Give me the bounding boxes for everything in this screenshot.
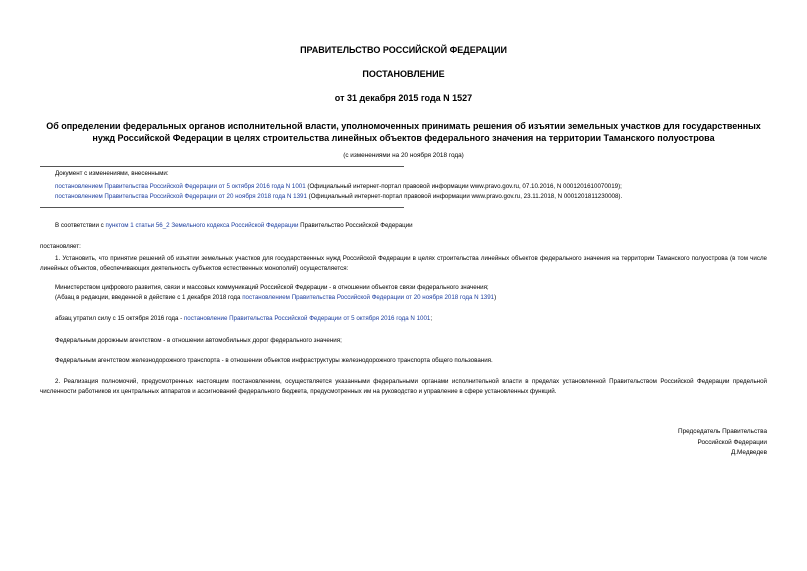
amendment-item	[55, 182, 622, 192]
preamble-prefix: В соответствии с	[55, 222, 106, 229]
preamble	[55, 221, 413, 231]
voided-prefix: абзац утратил силу с 15 октября 2016 года -	[55, 315, 184, 322]
amendment-source: (Официальный интернет-портал правовой информации www.pravo.gov.ru, 07.10.2016, N 0001201610070019);	[305, 183, 622, 190]
land-code-link[interactable]: пунктом 1 статьи 56_2 Земельного кодекса Российской Федерации	[105, 222, 299, 229]
amendment-note	[55, 293, 496, 303]
government-heading: ПРАВИТЕЛЬСТВО РОССИЙСКОЙ ФЕДЕРАЦИИ	[300, 45, 507, 55]
changes-note: (с изменениями на 20 ноября 2018 года)	[343, 152, 464, 159]
signature-country: Российской Федерации	[697, 438, 767, 446]
preamble-suffix: Правительство Российской Федерации	[298, 222, 413, 229]
signature-block	[678, 427, 767, 459]
voided-suffix: ;	[430, 315, 433, 322]
rail-agency-clause: Федеральным агентством железнодорожного транспорта - в отношении объектов инфраструктуры железнодорожного транспорта общего пользования.	[55, 357, 493, 364]
amendment-link-2018[interactable]: постановлением Правительства Российской Федерации от 20 ноября 2018 года N 1391	[55, 193, 307, 200]
amendments-heading: Документ с изменениями, внесенными:	[55, 170, 169, 177]
document-date-number: от 31 декабря 2015 года N 1527	[334, 93, 473, 103]
divider-top	[40, 166, 404, 167]
amendment-source: (Официальный интернет-портал правовой информации www.pravo.gov.ru, 23.11.2018, N 0001201811230008).	[306, 193, 623, 200]
amendment-note-link[interactable]: постановлением Правительства Российской Федерации от 20 ноября 2018 года N 1391	[242, 294, 495, 301]
amendment-note-suffix: )	[494, 294, 497, 301]
voided-link[interactable]: постановление Правительства Российской Федерации от 5 октября 2016 года N 1001	[183, 315, 431, 322]
divider-bottom	[40, 207, 404, 208]
road-agency-clause: Федеральным дорожным агентством - в отношении автомобильных дорог федерального значения;	[55, 337, 342, 344]
amendment-item	[55, 192, 622, 202]
amendment-link-2016[interactable]: постановлением Правительства Российской Федерации от 5 октября 2016 года N 1001	[55, 183, 306, 190]
paragraph-1: 1. Установить, что принятие решений об изъятии земельных участков для государственных нужд Российской Федерации в целях строительства линейных объектов федерального значения на территории Таманского полуострова (в том числе линейных объектов, обеспечивающих деятельность субъектов естественных монополий) осуществляется:	[40, 255, 767, 272]
amendment-note-prefix: (Абзац в редакции, введенной в действие с 1 декабря 2018 года	[55, 294, 243, 301]
document-type: ПОСТАНОВЛЕНИЕ	[362, 69, 445, 79]
document-title: Об определении федеральных органов исполнительной власти, уполномоченных принимать решения об изъятии земельных участков для государственных нужд Российской Федерации в целях строительства линейных объектов федерального значения на территории Таманского полуострова	[46, 121, 761, 143]
voided-clause	[55, 314, 432, 324]
ministry-clause: Министерством цифрового развития, связи и массовых коммуникаций Российской Федерации - в отношении объектов связи федерального значения;	[55, 284, 489, 291]
signature-position: Председатель Правительства	[678, 428, 767, 435]
paragraph-2: 2. Реализация полномочий, предусмотренных настоящим постановлением, осуществляется указанными федеральными органами исполнительной власти в пределах установленной Правительством Российской Федерации предельной численности работников их центральных аппаратов и ассигнований федерального бюджета, предусмотренных им на руководство и управление в сфере установленных функций.	[40, 378, 767, 395]
resolves-word: постановляет:	[40, 243, 81, 250]
signature-name: Д.Медведев	[730, 449, 767, 456]
